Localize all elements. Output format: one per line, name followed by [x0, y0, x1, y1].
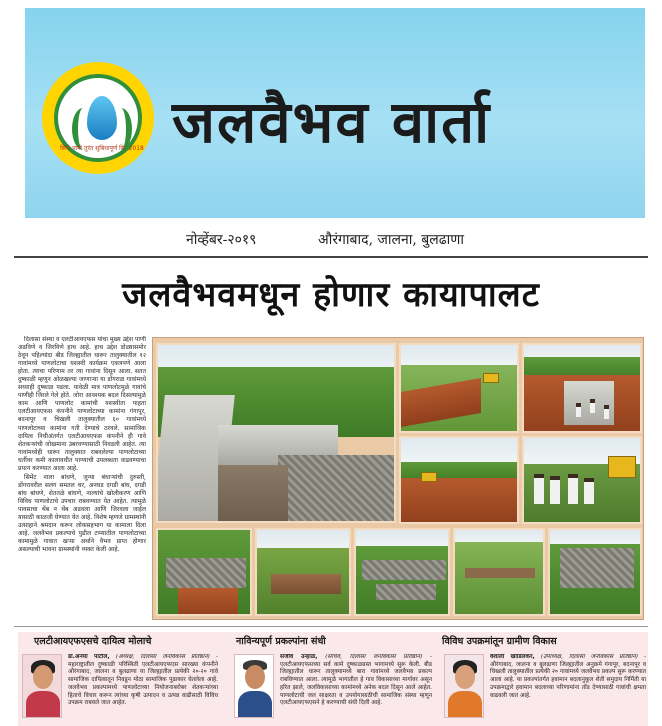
cement-nala-bund-photo — [156, 343, 396, 523]
author-photo — [234, 654, 274, 718]
column-heading: एलटीआयएफएसचे दायित्व मोलाचे — [34, 636, 152, 647]
opinion-section — [18, 632, 648, 726]
column-heading: विविध उपक्रमांतून ग्रामीण विकास — [442, 636, 557, 647]
author-role: (सचिव, दिलासा जनविकास प्रतिष्ठान) — [325, 654, 423, 660]
water-drop-leaf-logo-icon — [42, 62, 154, 174]
column-heading: नाविन्यपूर्ण प्रकल्पांना संधी — [236, 636, 326, 647]
author-name: डॉ.अनया पाटील, — [68, 654, 110, 660]
nala-deepening-workers-photo — [522, 343, 642, 433]
column-body: - एलटीआयएफसच्या सर्व कामे दुष्काळग्रस्त भागामध्ये सुरू केली. बीड जिल्ह्यातील धारूर तालुक्यामध्ये बारा गावांमध्ये जलवैभव प्रकल्प राबविण्यात आला. त्यामुळे भागातील हे गाव विकासाच्या मार्गावर असून हरित झाले, जलविकासाच्या कामांमध्ये अनेक बदल दिसून आले आहेत. पाणलोटाची जल साक्षरता व उपयोगासाठीची सामाजिक संस्था म्हणून एलटीआयएफएसने हे करण्याची संधी दिली आहे. — [280, 654, 432, 707]
author-role: (अध्यक्ष, दिलासा जनविकास प्रतिष्ठान) — [115, 654, 210, 660]
opinion-column — [440, 632, 648, 726]
stone-check-dam-photo — [156, 528, 252, 616]
masthead — [0, 0, 662, 220]
issue-date: नोव्हेंबर-२०१९ — [186, 232, 257, 248]
column-body: - औरंगाबाद, जालना व बुलढाणा जिल्ह्यातील अनुक्रमे गंगापूर, बदनापूर व चिखली तालुक्यातील प्रत्येकी २० गावांमध्ये जलवैभव प्रकल्प सुरू करण्यात आला आहे. या प्रकल्पांतर्गत हवामान बदलानुकूल शेती समुदाय निर्मिती या उपक्रमाद्वारे हवामान बदलाच्या परिणामांना तोंड देण्यासाठी गावांची क्षमता वाढवली जात आहे. — [490, 654, 646, 699]
field-bunding-tractor-photo — [399, 343, 519, 433]
newsletter-title: जलवैभव वार्ता — [172, 88, 492, 156]
author-role: (उपाध्यक्ष, दिलासा जनविकास प्रतिष्ठान) — [540, 654, 638, 660]
hill-trench-photo — [255, 528, 351, 616]
article-paragraph: दिलासा संस्था व एलटीआयएफस यांचा मुख्य उद्देश पाणी अडविणे व जिरविणे हाच आहे. हाच उद्देश डोळ्यासमोर ठेवून पहिल्यांदा बीड जिल्ह्यातील धारूर तालुक्यातील १२ गावांमध्ये पाणलोटाचा यशस्वी कार्यक्रम एकत्रपणे आला होता. त्याचा परिणाम तर त्या गावांना दिसून आला. सतत दुष्काळी म्हणून ओळखल्या जाणाऱ्या या डोंगराळ गावांमध्ये सध्याही दुष्काळ पडला. यावेळी मात्र पाणलोटमुळे गावांचे पाणीही जिरले गेले होते. जोरा आवश्यक बदल दिसल्यामुळे काम आणि पाणलोट कामांची यशस्वीता पाहता एलटीआयएफस कंपनीने पाणलोटाच्या कामांना गंगापूर, बदनापूर व चिखली तालुक्यातील ६० गावांमध्ये पाणलोटाच्या कामांना गती देण्याचे ठरवले. सामाजिक दायित्व निधीअंतर्गत एलटीआयएफस कंपनीने ही गावे शेतकऱ्यांची जोखमाना उंबरवण्यासाठी निवडली आहेत. त्या गावांमध्येही धारूर तालुक्यात राबवलेल्या पाणलोटाच्या धर्तीवर कमी कालावधीत पाण्याची उपलब्धता वाढवण्याचा प्रयत्न करण्यात आला आहे. — [18, 336, 146, 472]
bottom-divider — [14, 626, 648, 627]
author-name: संजीव उन्हाळे, — [280, 654, 318, 660]
column-text — [490, 654, 646, 724]
top-divider — [14, 256, 648, 258]
issue-regions: औरंगाबाद, जालना, बुलढाणा — [318, 232, 465, 248]
column-text — [68, 654, 218, 724]
gabion-wall-photo — [548, 528, 642, 616]
author-name: वैशाली खाडिलकर, — [490, 654, 535, 660]
village-meeting-jcb-photo — [522, 436, 642, 524]
logo-motto: सिर्फ पानी तुरंत सुबिधापूर्ण सि. 2018 — [60, 145, 144, 152]
article-body — [18, 336, 146, 622]
author-photo — [444, 654, 484, 718]
water-drop-icon — [87, 96, 117, 140]
main-headline: जलवैभवमधून होणार कायापालट — [122, 275, 540, 315]
article-paragraph: सिमेंट नाला बांधणे, जुन्या बंधाऱ्यांची दुरुस्ती, डोंगरावरील सलग समतल चर, अनघड दगडी बांध, दगडी बांध बांधणे, शेततळे बांधणे, नाल्यांचे खोलीकरण आणि विविध पाणलोटाचे उपचार राबवण्यात येत आहेत. त्यामुळे पावसाचा थेंब न थेंब अडवला आणि जिरवला जाईल यासाठी काळजी घेण्यात येत आहे. विशेष म्हणजे ग्रामस्थांनी उत्साहाने श्रमदान करून लोकसहभाग या कामाला दिला आहे. जलवैभव प्रकल्पाचे पुढील टप्प्यातील पाणलोटाच्या कामामुळे गावात खऱ्या अर्थाने वैभव प्राप्त होणार असल्याची भावना ग्रामस्थांनी व्यक्त केली आहे. — [18, 473, 146, 554]
opinion-column — [230, 632, 435, 726]
author-photo — [22, 654, 62, 718]
opinion-column — [18, 632, 223, 726]
column-text — [280, 654, 432, 724]
dateline — [0, 228, 662, 250]
column-body: - महाराष्ट्रातील दुष्काळी परिस्थिती एलटीआयएफएस सारख्या कंपनीने औरंगाबाद, जालना व बुलढाणा या जिल्ह्यातील प्रत्येकी २०-२० गावे सामाजिक दायित्वातून निवडून मोठा सामाजिक पुढाकार घेतलेला आहे. जलवैभव प्रकल्पामध्ये पाणलोटाच्या नियोजनाबरोबर शेतकऱ्यांच्या हिताचे विचार करून त्यांच्या कृषी उत्पादन व उत्पन्न वाढीसाठी विविध उपक्रम राबवले जात आहेत. — [68, 654, 218, 707]
loose-boulder-structure-photo — [354, 528, 450, 616]
photo-collage — [152, 337, 644, 620]
excavator-trench-photo — [399, 436, 519, 524]
logo-ring — [54, 74, 142, 162]
green-slope-bund-photo — [453, 528, 545, 616]
